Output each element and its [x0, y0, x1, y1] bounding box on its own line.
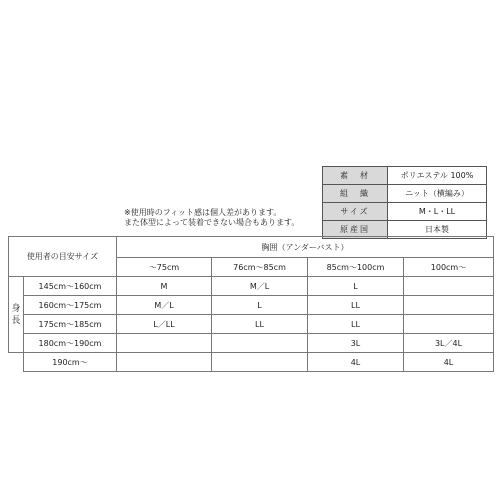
- spec-key: サイズ: [323, 203, 388, 221]
- spec-key: 組 織: [323, 185, 388, 203]
- spec-row-size: [323, 203, 487, 221]
- size-cell: 3L／4L: [404, 334, 494, 353]
- size-cell: [212, 353, 308, 372]
- size-cell: 3L: [308, 334, 404, 353]
- spec-row-material: [323, 167, 487, 185]
- size-cell: [212, 334, 308, 353]
- height-group-char: 身: [11, 303, 21, 314]
- height-range: 160cm～175cm: [24, 296, 117, 315]
- spec-value: 日本製: [388, 221, 487, 239]
- chest-column-header: 76cm～85cm: [212, 258, 308, 277]
- size-cell: LL: [308, 315, 404, 334]
- size-cell: M／L: [117, 296, 212, 315]
- guide-size-label: 使用者の目安サイズ: [9, 237, 117, 277]
- fit-notes: [124, 208, 299, 228]
- size-cell: [117, 353, 212, 372]
- size-cell: L: [212, 296, 308, 315]
- height-range: 175cm～185cm: [24, 315, 117, 334]
- chest-column-header: ～75cm: [117, 258, 212, 277]
- table-row: [9, 296, 494, 315]
- size-cell: [404, 277, 494, 296]
- spec-key: 素 材: [323, 167, 388, 185]
- size-table-header: [9, 237, 494, 258]
- size-cell: LL: [308, 296, 404, 315]
- size-cell: [404, 315, 494, 334]
- chest-column-header: 85cm～100cm: [308, 258, 404, 277]
- spec-key: 原産国: [323, 221, 388, 239]
- height-range: 145cm～160cm: [24, 277, 117, 296]
- table-row: [9, 334, 494, 353]
- spec-table: [322, 166, 487, 239]
- table-row: [9, 353, 494, 372]
- height-group-char: 長: [11, 315, 21, 326]
- size-cell: [404, 296, 494, 315]
- spec-value: M・L・LL: [388, 203, 487, 221]
- size-cell: L: [308, 277, 404, 296]
- note-line: また体型によって装着できない場合もあります。: [124, 218, 300, 227]
- spec-row-structure: [323, 185, 487, 203]
- size-cell: LL: [212, 315, 308, 334]
- spec-value: ニット（横編み）: [388, 185, 487, 203]
- height-group-label: [9, 277, 24, 353]
- size-cell: M／L: [212, 277, 308, 296]
- size-guide-table: [8, 236, 494, 372]
- table-row: [9, 315, 494, 334]
- spec-value: ポリエステル 100%: [388, 167, 487, 185]
- size-cell: 4L: [404, 353, 494, 372]
- size-cell: [117, 334, 212, 353]
- size-cell: 4L: [308, 353, 404, 372]
- size-cell: M: [117, 277, 212, 296]
- size-cell: L／LL: [117, 315, 212, 334]
- height-range: 190cm～: [24, 353, 117, 372]
- height-range: 180cm～190cm: [24, 334, 117, 353]
- blank-cell: [9, 353, 24, 372]
- chest-label: 胸囲（アンダーバスト）: [117, 237, 494, 258]
- chest-column-header: 100cm～: [404, 258, 494, 277]
- table-row: [9, 277, 494, 296]
- note-line: ※使用時のフィット感は個人差があります。: [124, 208, 282, 217]
